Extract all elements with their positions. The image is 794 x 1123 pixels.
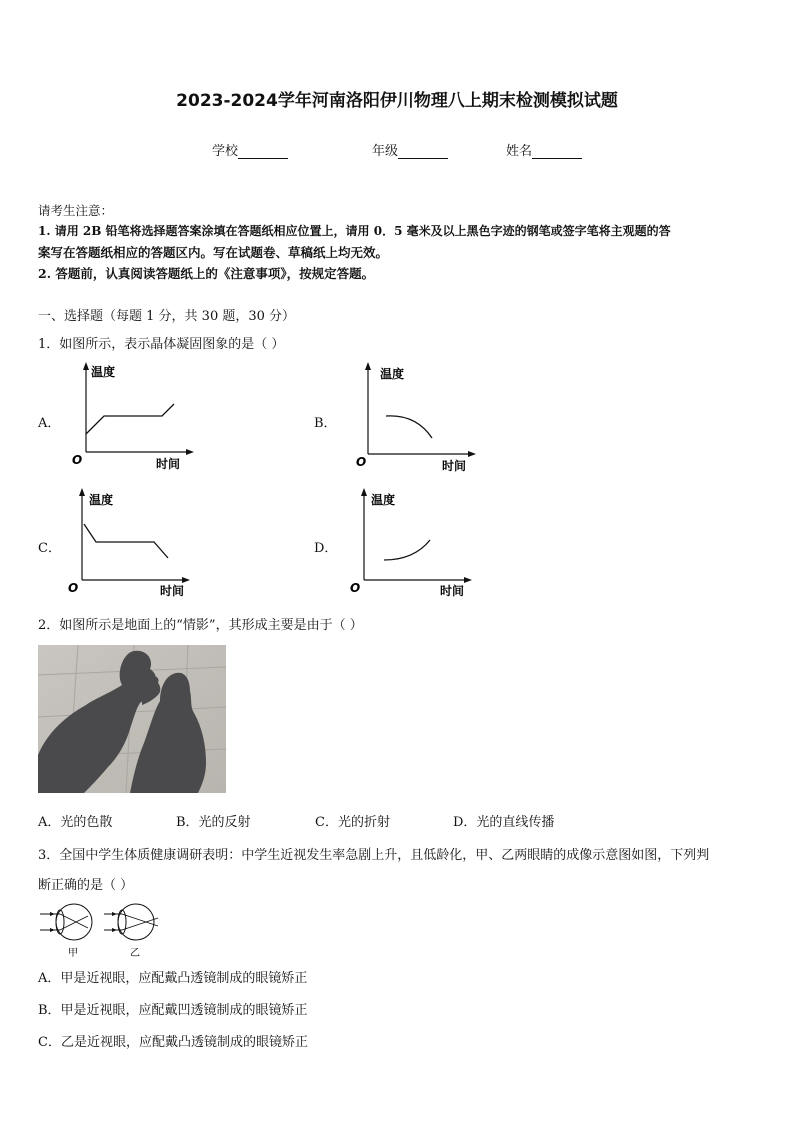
school-field (212, 140, 288, 159)
notice-item-1a: 1. 请用 2B 铅笔将选择题答案涂填在答题纸相应位置上，请用 0．5 毫米及以上黑色字迹的钢笔或签字笔将主观题的答 (38, 224, 671, 238)
graph-a (64, 360, 194, 475)
page-title: 2023-2024学年河南洛阳伊川物理八上期末检测模拟试题 (176, 91, 618, 111)
notice-heading: 请考生注意： (38, 203, 114, 218)
eye-label-yi: 乙 (130, 948, 140, 959)
shadow-photo (38, 645, 226, 793)
graph-a-xlabel: 时间 (156, 457, 181, 471)
q2-option-a: A．光的色散 (38, 815, 113, 830)
graph-a-ylabel: 温度 (91, 365, 116, 379)
q1-label-b: B． (314, 416, 337, 431)
q1-stem: 1．如图所示，表示晶体凝固图象的是（ ） (38, 337, 285, 352)
q1-label-d: D． (314, 541, 338, 556)
name-label: 姓名 (506, 144, 533, 159)
q2-option-b: B．光的反射 (176, 815, 251, 830)
graph-d (344, 486, 474, 601)
section-heading: 一、选择题（每题 1 分，共 30 题，30 分） (38, 309, 296, 324)
graph-d-ylabel: 温度 (371, 493, 396, 507)
graph-b-origin: O (356, 455, 367, 469)
graph-c (64, 486, 194, 601)
q1-label-a: A． (38, 416, 61, 431)
q2-option-c: C．光的折射 (315, 815, 390, 830)
grade-label: 年级 (372, 144, 399, 159)
eye-label-jia: 甲 (68, 948, 78, 959)
q3-stem-line1: 3．全国中学生体质健康调研表明：中学生近视发生率急剧上升，且低龄化，甲、乙两眼睛的成像示意图如图，下列判 (38, 848, 710, 863)
graph-c-origin: O (68, 581, 79, 595)
q3-stem-line2: 断正确的是（ ） (38, 878, 134, 893)
notice-item-1b: 案写在答题纸相应的答题区内。写在试题卷、草稿纸上均无效。 (38, 245, 389, 260)
q1-label-c: C． (38, 541, 61, 556)
eye-diagram (38, 898, 168, 960)
grade-field (372, 140, 448, 159)
q2-option-d: D．光的直线传播 (453, 815, 555, 830)
graph-b-ylabel: 温度 (380, 367, 405, 381)
q3-option-b: B．甲是近视眼，应配戴凹透镜制成的眼镜矫正 (38, 1003, 308, 1018)
graph-b (346, 360, 476, 475)
graph-c-ylabel: 温度 (89, 493, 114, 507)
graph-c-xlabel: 时间 (160, 584, 185, 598)
school-blank (238, 145, 288, 159)
name-blank (532, 145, 582, 159)
q3-option-a: A．甲是近视眼，应配戴凸透镜制成的眼镜矫正 (38, 971, 308, 986)
grade-blank (398, 145, 448, 159)
eye-jia (40, 904, 92, 940)
eye-yi (104, 904, 158, 940)
q3-option-c: C．乙是近视眼，应配戴凸透镜制成的眼镜矫正 (38, 1035, 308, 1050)
graph-d-xlabel: 时间 (440, 584, 465, 598)
graph-d-origin: O (350, 581, 361, 595)
name-field (506, 140, 582, 159)
graph-a-origin: O (72, 453, 83, 467)
school-label: 学校 (212, 144, 239, 159)
graph-b-xlabel: 时间 (442, 459, 467, 473)
q2-stem: 2．如图所示是地面上的“情影”，其形成主要是由于（ ） (38, 618, 363, 633)
notice-item-2: 2. 答题前，认真阅读答题纸上的《注意事项》，按规定答题。 (38, 266, 375, 281)
